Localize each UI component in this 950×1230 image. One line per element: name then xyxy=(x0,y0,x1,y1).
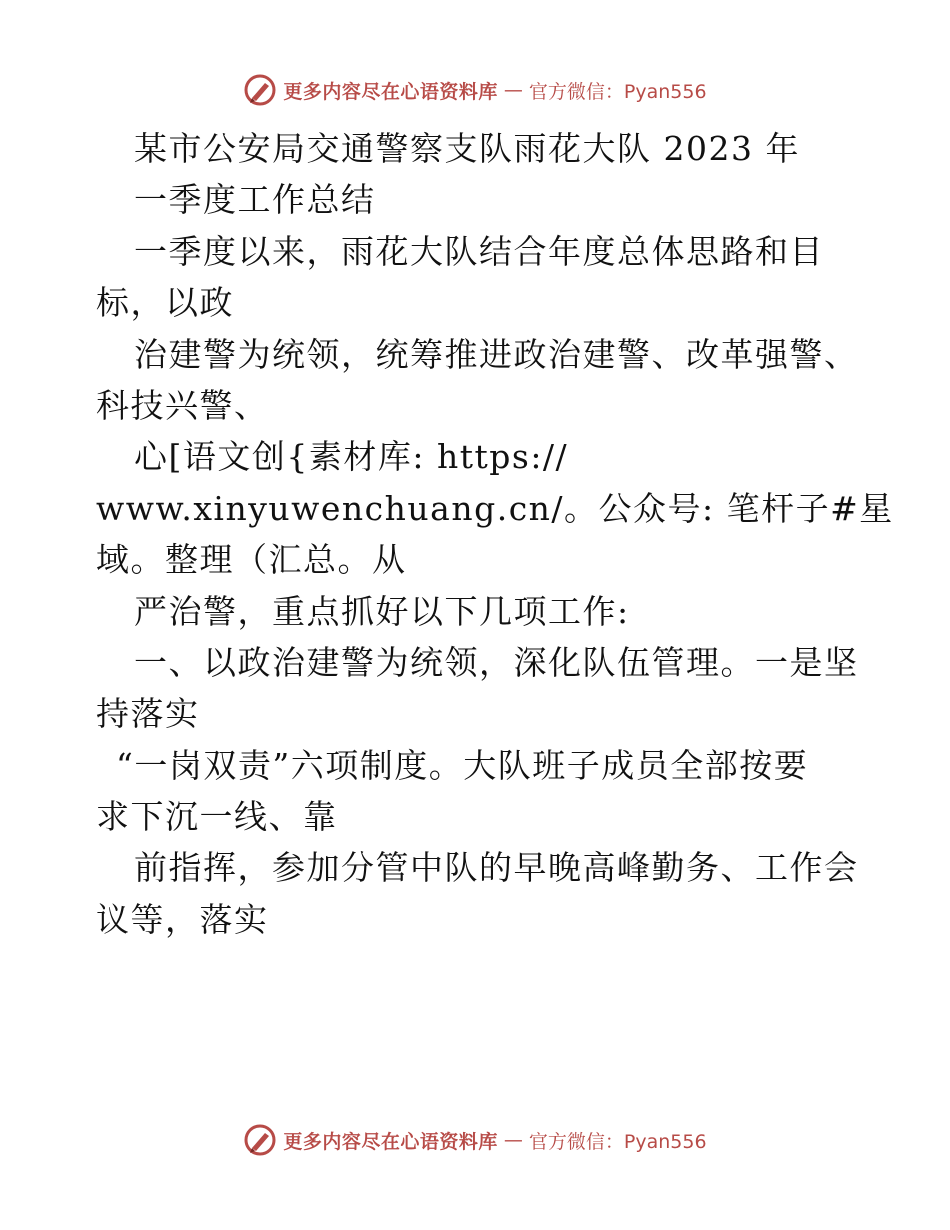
doc-title-line-1: 某市公安局交通警察支队雨花大队 2023 年 xyxy=(134,129,800,168)
header-separator: — xyxy=(503,79,523,101)
doc-paragraph-line: “一岗双责”六项制度。大队班子成员全部按要 xyxy=(116,745,809,785)
doc-paragraph-line: 求下沉一线、靠 xyxy=(96,797,338,837)
doc-paragraph-line: www.xinyuwenchuang.cn/。公众号: 笔杆子#星 xyxy=(96,488,894,528)
doc-paragraph-line: 议等，落实 xyxy=(96,899,269,939)
doc-paragraph-line: 科技兴警、 xyxy=(96,385,269,425)
doc-paragraph-line: 前指挥，参加分管中队的早晚高峰勤务、工作会 xyxy=(134,848,859,888)
footer-banner xyxy=(0,1120,950,1160)
document-body xyxy=(96,123,894,945)
doc-paragraph-line: 严治警，重点抓好以下几项工作: xyxy=(134,591,630,631)
footer-separator: — xyxy=(503,1129,523,1151)
doc-paragraph-line: 标，以政 xyxy=(96,283,234,323)
doc-title-line-2: 一季度工作总结 xyxy=(134,180,376,220)
doc-paragraph-line: 持落实 xyxy=(96,694,200,734)
doc-paragraph-line: 心[语文创{素材库: https:// xyxy=(134,437,569,477)
footer-wechat-text: 官方微信：Pyan556 xyxy=(528,1130,707,1153)
header-wechat-text: 官方微信：Pyan556 xyxy=(528,80,707,103)
doc-paragraph-line: 域。整理（汇总。从 xyxy=(96,540,407,580)
pen-circle-logo-icon xyxy=(243,73,277,107)
doc-paragraph-line: 一、以政治建警为统领，深化队伍管理。一是坚 xyxy=(134,642,859,682)
header-site-text: 更多内容尽在心语资料库 xyxy=(283,80,498,103)
footer-site-text: 更多内容尽在心语资料库 xyxy=(283,1130,498,1153)
doc-paragraph-line: 一季度以来，雨花大队结合年度总体思路和目 xyxy=(134,231,824,271)
pen-circle-logo-icon xyxy=(243,1123,277,1157)
doc-paragraph-line: 治建警为统领，统筹推进政治建警、改革强警、 xyxy=(134,334,859,374)
header-banner xyxy=(0,70,950,110)
